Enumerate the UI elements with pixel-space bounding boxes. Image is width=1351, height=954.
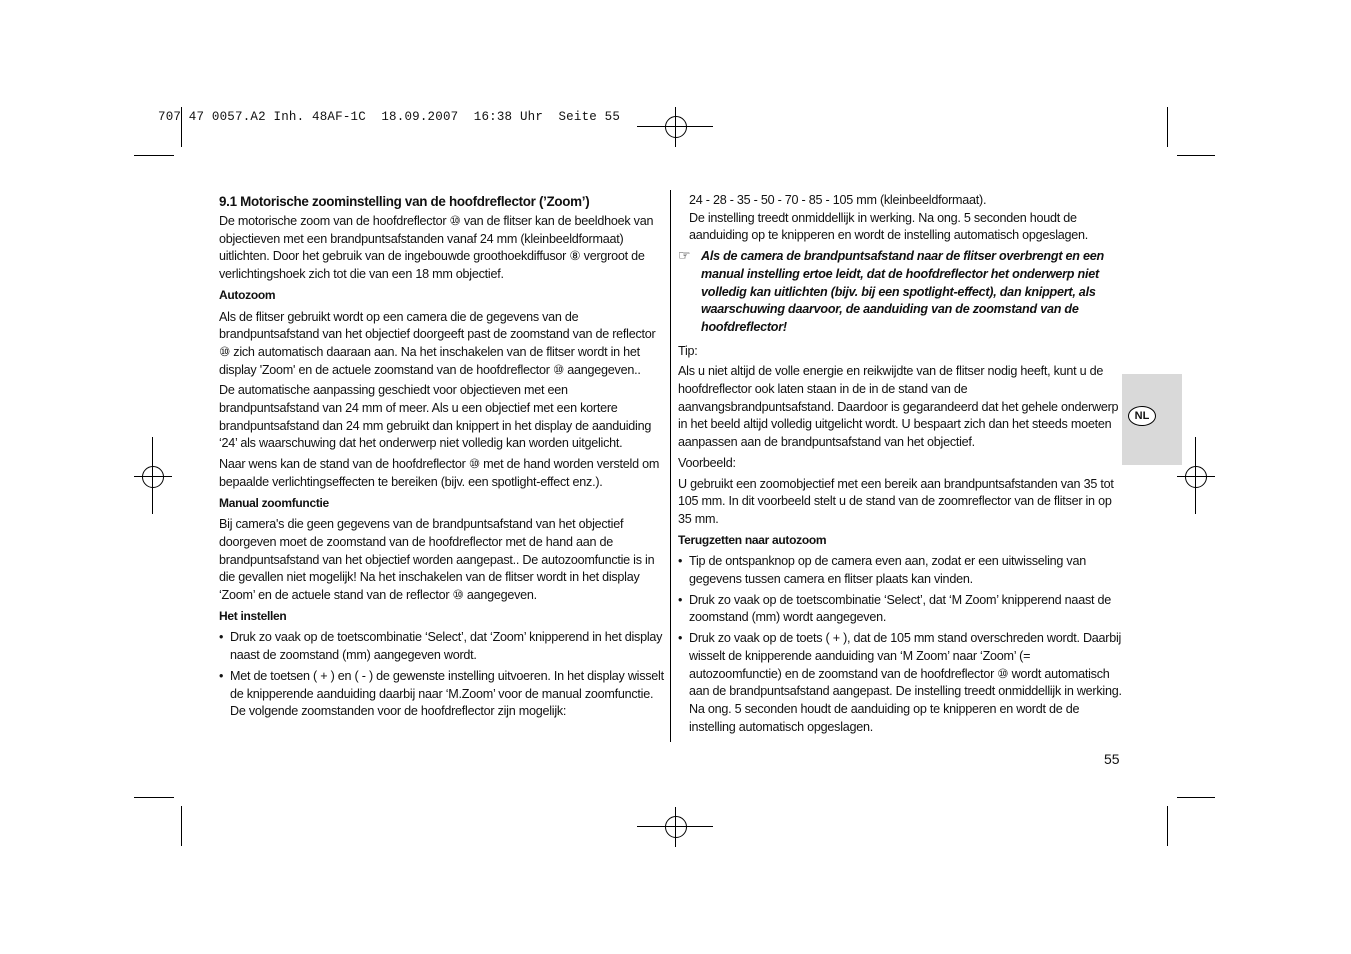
crop-mark (1177, 155, 1215, 156)
registration-circle-icon (1185, 466, 1207, 488)
settings-heading: Het instellen (219, 608, 287, 623)
zoom-values: 24 - 28 - 35 - 50 - 70 - 85 - 105 mm (kleinbeeldformaat). (689, 193, 987, 207)
list-item: • Tip de ontspanknop op de camera even aan, zodat er een uitwisseling van gegevens tussen camera en flitser plaats kan vinden. (678, 554, 1086, 587)
list-item: • Druk zo vaak op de toetscombinatie ‘Select’, dat ‘M Zoom’ knipperend naast de zoomstand (mm) wordt aangegeven. (678, 592, 1111, 625)
example-text: U gebruikt een zoomobjectief met een bereik aan brandpuntsafstanden van 35 tot 105 mm. In dit voorbeeld stelt u de stand van de zoomreflector van de flitser in op 35 mm. (678, 476, 1114, 526)
crop-mark (134, 797, 174, 798)
intro-paragraph: De motorische zoom van de hoofdreflector ⑩ van de flitser kan de beeldhoek van objectieven met een brandpuntsafstanden vanaf 24 mm (kleinbeeldformaat) uitlichten. Door het gebruik van de ingebouwde groothoekdiffusor ⑧ vergroot de verlichtingshoek zich tot die van een 18 mm objectief. (219, 214, 654, 282)
manual-heading: Manual zoomfunctie (219, 495, 329, 510)
registration-circle-icon (665, 116, 687, 138)
list-item: • Met de toetsen ( + ) en ( - ) de gewenste instelling uitvoeren. In het display wisselt de knipperende aanduiding daarbij naar ‘M.Zoom’ voor de manual zoomfunctie. De volgende zoomstanden voor de hoofdreflector zijn mogelijk: (219, 668, 664, 719)
crop-mark (181, 806, 182, 846)
print-header: 707 47 0057.A2 Inh. 48AF-1C 18.09.2007 16:38 Uhr Seite 55 (158, 110, 621, 124)
column-divider (670, 190, 671, 742)
left-column (219, 192, 665, 724)
registration-circle-icon (665, 816, 687, 838)
crop-mark (1167, 107, 1168, 147)
right-column (678, 192, 1124, 739)
pointing-hand-icon: ☞ (678, 247, 691, 264)
tip-text: Als u niet altijd de volle energie en reikwijdte van de flitser nodig heeft, kunt u de hoofdreflector ook laten staan in de in de stand van de aanvangsbrandpuntsafstand. Daardoor is gegarandeerd dat het gehele onderwerp in het beeld altijd volledig uitgelicht wordt. U bespaart zich dan het steeds moeten aanpassen aan de brandpuntsafstand van het objectief. (678, 364, 1119, 450)
page-number: 55 (1104, 751, 1120, 767)
crop-mark (134, 155, 174, 156)
manual-paragraph: Bij camera's die geen gegevens van de brandpuntsafstand van het objectief doorgeven moet de zoomstand van de hoofdreflector met de hand aan de brandpuntsafstand van het objectief worden aangepast.. De autozoomfunctie is in die gevallen niet mogelijk! Na het inschakelen van de flitser wordt in het display ‘Zoom’ en de actuele stand van de reflector ⑩ aangegeven. (219, 517, 655, 603)
registration-circle-icon (142, 466, 164, 488)
warning-note: ☞ Als de camera de brandpuntsafstand naar de flitser overbrengt en een manual instelling ertoe leidt, dat de hoofdreflector het onderwerp niet volledig kan uitlichten (bijv. bij een spotlight-effect), dan knippert, als waarschuwing daarvoor, de aanduiding van de zoomstand van de hoofdreflector! (678, 247, 1104, 334)
section-title: 9.1 Motorische zoominstelling van de hoofdreflector (’Zoom’) (219, 194, 590, 209)
autozoom-paragraph-1: Als de flitser gebruikt wordt op een camera die de gegevens van de brandpuntsafstand van het objectief doorgeeft past de zoomstand van de reflector ⑩ zich automatisch daaraan aan. Na het inschakelen van de flitser wordt in het display 'Zoom' en de actuele zoomstand van de hoofdreflector ⑩ aangegeven.. (219, 309, 656, 377)
autozoom-paragraph-3: Naar wens kan de stand van de hoofdreflector ⑩ met de hand worden versteld om bepaalde verlichtingseffecten te bereiken (bijv. een spotlight-effect enz.). (219, 457, 660, 489)
zoom-effect: De instelling treedt onmiddellijk in werking. Na ong. 5 seconden houdt de aanduiding op te knipperen en wordt de instelling automatisch opgeslagen. (689, 210, 1089, 243)
reset-heading: Terugzetten naar autozoom (678, 532, 827, 547)
autozoom-paragraph-2: De automatische aanpassing geschiedt voor objectieven met een brandpuntsafstand van 24 mm of meer. Als u een objectief met een kortere brandpuntsafstand dan 24 mm gebruikt dan knippert in het display de aanduiding ‘24’ als waarschuwing dat het onderwerp niet volledig kan worden uitgelicht. (219, 383, 652, 451)
crop-mark (1167, 806, 1168, 846)
autozoom-heading: Autozoom (219, 287, 276, 302)
list-item: • Druk zo vaak op de toets ( + ), dat de 105 mm stand overschreden wordt. Daarbij wisselt de knipperende aanduiding van ‘M Zoom’ naar ‘Zoom’ (= autozoomfunctie) en de zoomstand van de hoofdreflector ⑩ wordt automatisch aan de brandpuntsafstand aangepast. De instelling treedt onmiddellijk in werking. Na ong. 5 seconden houdt de aanduiding op te knipperen en wordt de de instelling automatisch opgeslagen. (678, 631, 1122, 734)
list-item: • Druk zo vaak op de toetscombinatie ‘Select’, dat ‘Zoom’ knipperend in het display naast de zoomstand (mm) aangegeven wordt. (219, 630, 663, 663)
language-badge: NL (1128, 406, 1156, 426)
example-label: Voorbeeld: (678, 455, 736, 470)
tip-label: Tip: (678, 343, 698, 358)
crop-mark (1177, 797, 1215, 798)
